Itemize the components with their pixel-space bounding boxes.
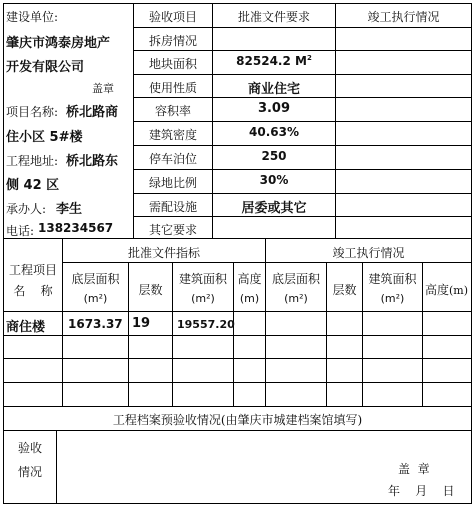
item-value: 商业住宅 <box>247 82 300 97</box>
archive-seal: 盖 章 <box>398 462 430 476</box>
rule <box>265 238 266 406</box>
project-label: 项目名称: <box>6 105 59 119</box>
address-line2: 侧 42 区 <box>6 178 60 193</box>
rule <box>133 74 472 75</box>
row-base-area: 1673.37 <box>68 317 123 331</box>
rule <box>3 503 472 504</box>
rule <box>3 430 472 431</box>
sub-building-area-unit: (m²) <box>380 292 405 305</box>
rule <box>133 27 472 28</box>
rule <box>3 3 4 504</box>
item-value: 3.09 <box>257 101 291 116</box>
sub-building-area-unit: (m²) <box>191 292 215 305</box>
item-label: 使用性质 <box>148 81 197 95</box>
item-label: 拆房情况 <box>148 34 197 48</box>
project-name-line1: 桥北路商 <box>66 105 119 120</box>
item-label: 停车泊位 <box>148 152 197 166</box>
rule <box>3 3 472 4</box>
rule <box>133 121 472 122</box>
item-value: 30% <box>259 173 289 187</box>
address-line1: 桥北路东 <box>66 154 119 169</box>
rule <box>133 169 472 170</box>
sub-height-with-unit <box>425 281 468 298</box>
item-label: 建筑密度 <box>148 128 197 142</box>
sub-base-area: 底层面积 <box>271 272 320 286</box>
group-approved: 批准文件指标 <box>127 246 200 260</box>
rule <box>133 193 472 194</box>
group-completion: 竣工执行情况 <box>332 246 405 260</box>
rule <box>62 238 63 406</box>
sub-base-area-unit: (m²) <box>83 292 108 305</box>
rule <box>335 3 336 238</box>
item-label: 绿地比例 <box>148 176 197 190</box>
row-project-name: 商住楼 <box>6 320 46 335</box>
item-value: 250 <box>261 149 287 163</box>
item-value-land-area <box>213 54 335 68</box>
rule <box>133 97 472 98</box>
rule <box>3 382 472 383</box>
item-value: 40.63% <box>249 125 299 139</box>
sub-building-area: 建筑面积 <box>178 272 227 286</box>
address-label: 工程地址: <box>6 154 59 168</box>
unit-name-line2: 开发有限公司 <box>6 60 85 75</box>
item-label: 其它要求 <box>148 223 197 237</box>
sub-height-unit: (m) <box>239 292 260 305</box>
col-project-name-line1: 工程项目 <box>8 263 57 277</box>
item-label: 需配设施 <box>148 200 197 214</box>
archive-section-title: 工程档案预验收情况(由肇庆市城建档案馆填写) <box>112 413 363 427</box>
item-value: 居委或其它 <box>241 201 307 216</box>
rule <box>3 358 472 359</box>
unit-label: 建设单位: <box>6 10 59 24</box>
header-completion: 竣工执行情况 <box>367 10 440 24</box>
sub-floors: 层数 <box>332 283 357 297</box>
rule <box>133 145 472 146</box>
header-approved: 批准文件要求 <box>237 10 310 24</box>
acceptance-label-line2: 情况 <box>18 465 43 479</box>
phone-label: 电话: <box>6 224 35 238</box>
item-label: 容积率 <box>154 104 191 118</box>
sub-base-area-unit: (m²) <box>284 292 308 305</box>
rule <box>133 50 472 51</box>
rule <box>3 406 472 407</box>
rule <box>56 430 57 503</box>
handler-label: 承办人: <box>6 202 47 216</box>
unit-seal: 盖章 <box>92 82 114 95</box>
land-area-value: 82524.2 M <box>236 54 307 68</box>
rule <box>133 216 472 217</box>
rule <box>3 311 472 312</box>
rule <box>62 262 472 263</box>
rule <box>471 3 472 504</box>
sub-building-area: 建筑面积 <box>368 272 417 286</box>
project-name-line2: 住小区 5#楼 <box>6 130 83 145</box>
rule <box>422 262 423 406</box>
archive-date: 年 月 日 <box>388 484 455 498</box>
row-building-area: 19557.20 <box>177 318 235 331</box>
handler-name: 李生 <box>56 202 83 217</box>
item-label: 地块面积 <box>148 57 197 71</box>
phone-number: 138234567 <box>38 221 114 235</box>
rule <box>3 335 472 336</box>
unit-name-line1: 肇庆市鸿泰房地产 <box>6 36 111 51</box>
acceptance-label-line1: 验收 <box>18 441 43 455</box>
land-area-sup: 2 <box>306 54 312 62</box>
rule <box>3 238 472 239</box>
sub-height: 高度 <box>237 272 262 286</box>
sub-height: 高度 <box>425 283 450 297</box>
sub-floors: 层数 <box>138 283 163 297</box>
sub-height-unit: (m) <box>449 284 469 297</box>
row-floors: 19 <box>132 316 151 331</box>
header-item: 验收项目 <box>148 10 197 24</box>
sub-base-area: 底层面积 <box>71 272 120 286</box>
col-project-name-line2: 名 称 <box>13 284 53 298</box>
